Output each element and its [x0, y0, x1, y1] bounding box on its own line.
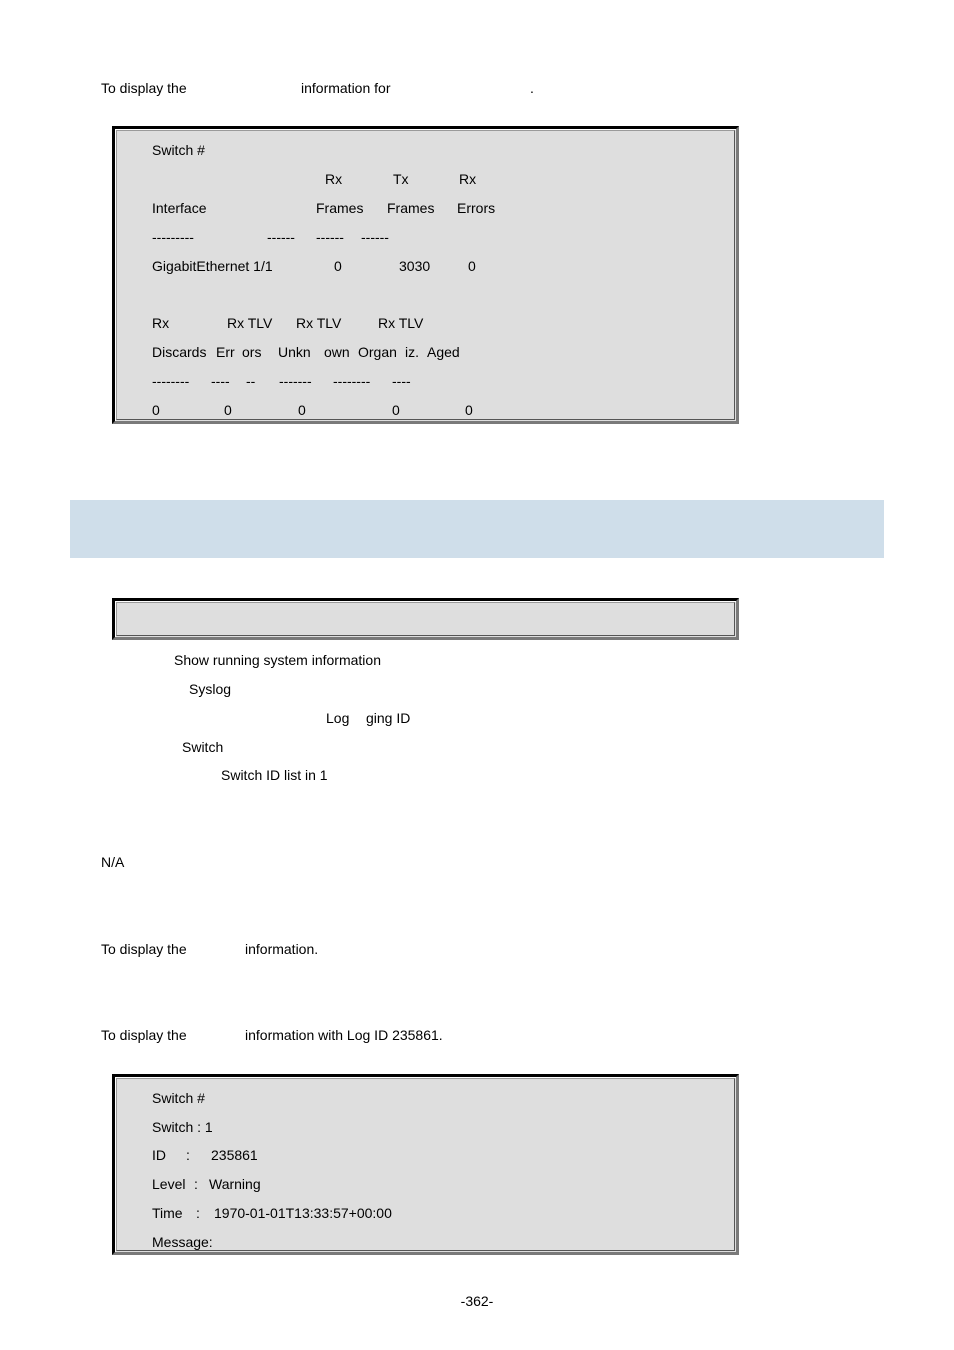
separator: ----	[392, 373, 411, 389]
separator: ---------	[152, 229, 194, 245]
example-1-text-a: To display the	[101, 941, 187, 957]
param-show-desc: Show running system information	[174, 652, 381, 668]
separator: -------	[279, 373, 312, 389]
page-number: -362-	[460, 1293, 494, 1309]
param-switchlist-desc: Switch ID list in 1	[221, 767, 328, 783]
col-head: Errors	[457, 200, 496, 216]
example-2-text-b: information with Log ID 235861.	[245, 1027, 443, 1043]
col-head: Rx TLV	[227, 315, 273, 331]
table-cell: 3030	[399, 258, 431, 274]
table-cell: 0	[465, 402, 473, 418]
col-head: Err	[216, 344, 235, 360]
separator: ----	[211, 373, 230, 389]
table-cell: GigabitEthernet 1/1	[152, 258, 273, 274]
id-label: ID	[152, 1147, 166, 1163]
col-head: Rx	[152, 315, 170, 331]
separator: --	[246, 373, 256, 389]
level-label: Level	[152, 1176, 186, 1192]
col-head: Frames	[387, 200, 435, 216]
time-colon: :	[196, 1205, 200, 1221]
intro-text-1: To display the	[101, 80, 187, 96]
level-value: Warning	[209, 1176, 261, 1192]
time-label: Time	[152, 1205, 183, 1221]
col-head: Interface	[152, 200, 207, 216]
example-2-text-a: To display the	[101, 1027, 187, 1043]
console-prompt: Switch #	[152, 142, 205, 158]
col-head: Rx	[459, 171, 477, 187]
param-switch-desc: Switch	[182, 739, 224, 755]
console-prompt: Switch #	[152, 1090, 205, 1106]
table-cell: 0	[468, 258, 476, 274]
id-colon: :	[186, 1147, 190, 1163]
section-heading-band	[70, 500, 884, 558]
col-head: Rx TLV	[296, 315, 342, 331]
col-head: own	[324, 344, 350, 360]
switch-line: Switch : 1	[152, 1119, 213, 1135]
example-1-text-b: information.	[245, 941, 319, 957]
col-head: Tx	[393, 171, 409, 187]
col-head: Unkn	[278, 344, 311, 360]
table-cell: 0	[152, 402, 160, 418]
separator: ------	[267, 229, 295, 245]
console-output-box-lldp	[112, 126, 739, 424]
table-cell: 0	[298, 402, 306, 418]
separator: --------	[333, 373, 371, 389]
separator: ------	[316, 229, 344, 245]
table-cell: 0	[392, 402, 400, 418]
param-logid-desc-a: Log	[326, 710, 350, 726]
param-syslog-desc: Syslog	[189, 681, 232, 697]
separator: ------	[361, 229, 389, 245]
console-output-box-syslog	[112, 1074, 739, 1255]
default-value: N/A	[101, 854, 125, 870]
col-head: ors	[242, 344, 262, 360]
param-logid-desc-b: ging ID	[366, 710, 411, 726]
col-head: Rx TLV	[378, 315, 424, 331]
table-cell: 0	[334, 258, 342, 274]
col-head: Organ	[358, 344, 397, 360]
level-colon: :	[194, 1176, 198, 1192]
message-label: Message:	[152, 1234, 213, 1250]
command-syntax-box	[112, 598, 739, 640]
col-head: iz.	[405, 344, 419, 360]
intro-text-3: .	[530, 80, 534, 96]
id-value: 235861	[211, 1147, 258, 1163]
time-value: 1970-01-01T13:33:57+00:00	[214, 1205, 392, 1221]
table-cell: 0	[224, 402, 232, 418]
separator: --------	[152, 373, 190, 389]
col-head: Frames	[316, 200, 364, 216]
col-head: Discards	[152, 344, 207, 360]
col-head: Rx	[325, 171, 343, 187]
intro-text-2: information for	[301, 80, 391, 96]
col-head: Aged	[427, 344, 460, 360]
